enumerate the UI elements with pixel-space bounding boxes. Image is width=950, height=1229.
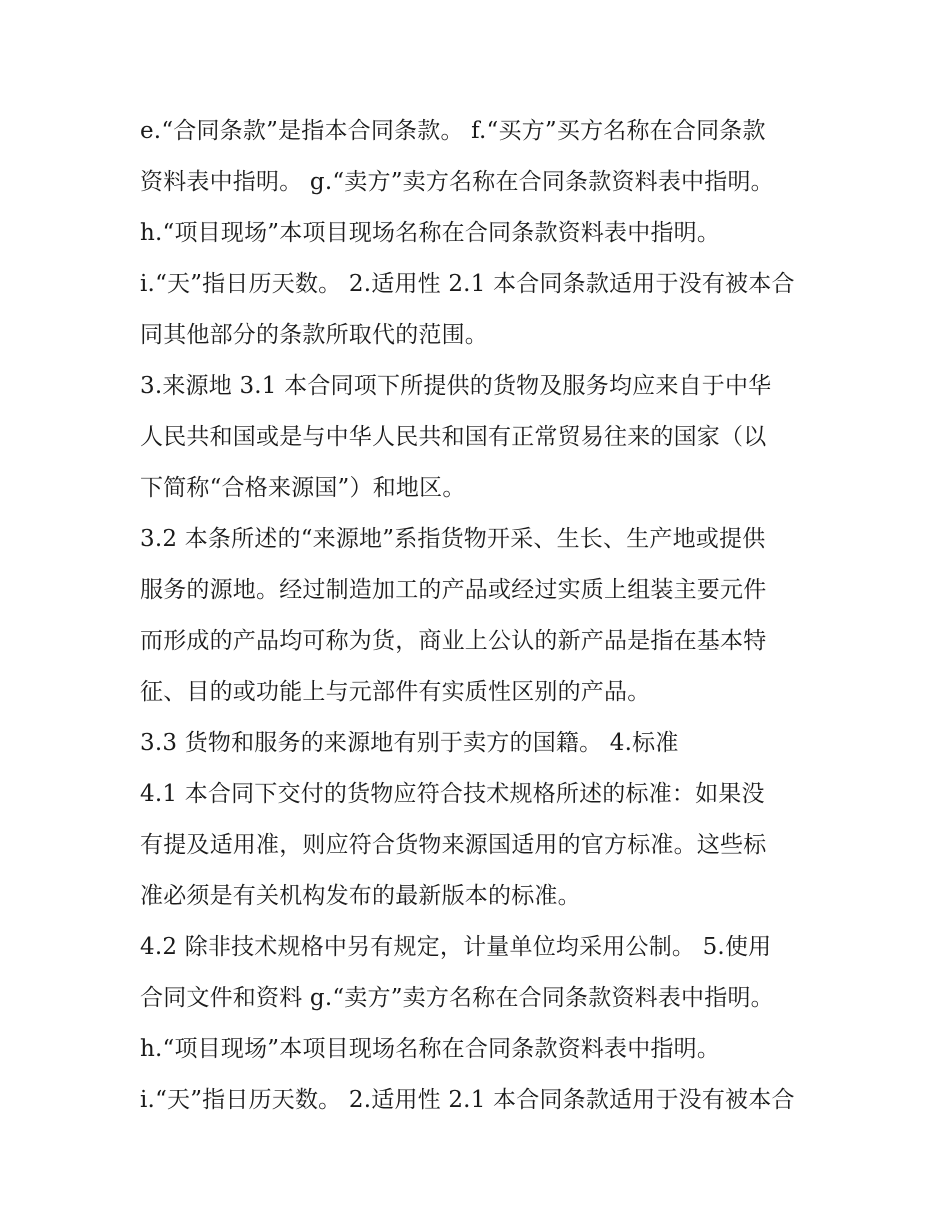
text-line-6: 3.来源地 3.1 本合同项下所提供的货物及服务均应来自于中华 (140, 373, 772, 399)
text-line-11: 而形成的产品均可称为货，商业上公认的新产品是指在基本特 (140, 628, 767, 654)
text-line-3: h.“项目现场”本项目现场名称在合同条款资料表中指明。 (140, 220, 721, 246)
text-line-9: 3.2 本条所述的“来源地”系指货物开采、生长、生产地或提供 (140, 526, 766, 552)
text-line-12: 征、目的或功能上与元部件有实质性区别的产品。 (140, 679, 651, 705)
text-line-10: 服务的源地。经过制造加工的产品或经过实质上组装主要元件 (140, 577, 767, 603)
text-line-17: 4.2 除非技术规格中另有规定，计量单位均采用公制。 5.使用 (140, 934, 772, 960)
text-line-15: 有提及适用准，则应符合货物来源国适用的官方标准。这些标 (140, 832, 767, 858)
text-line-8: 下简称“合格来源国”）和地区。 (140, 475, 466, 501)
text-line-13: 3.3 货物和服务的来源地有别于卖方的国籍。 4.标准 (140, 730, 679, 756)
text-line-14: 4.1 本合同下交付的货物应符合技术规格所述的标准：如果没 (140, 781, 765, 807)
text-line-1: e.“合同条款”是指本合同条款。 f.“买方”买方名称在合同条款 (140, 118, 766, 144)
text-line-20: i.“天”指日历天数。 2.适用性 2.1 本合同条款适用于没有被本合 (140, 1087, 795, 1113)
text-line-16: 准必须是有关机构发布的最新版本的标准。 (140, 883, 581, 909)
text-line-4: i.“天”指日历天数。 2.适用性 2.1 本合同条款适用于没有被本合 (140, 271, 795, 297)
text-line-7: 人民共和国或是与中华人民共和国有正常贸易往来的国家（以 (140, 424, 767, 450)
document-body (140, 108, 820, 1128)
text-line-5: 同其他部分的条款所取代的范围。 (140, 322, 488, 348)
text-line-18: 合同文件和资料 g.“卖方”卖方名称在合同条款资料表中指明。 (140, 985, 774, 1011)
text-line-19: h.“项目现场”本项目现场名称在合同条款资料表中指明。 (140, 1036, 721, 1062)
text-line-2: 资料表中指明。 g.“卖方”卖方名称在合同条款资料表中指明。 (140, 169, 774, 195)
